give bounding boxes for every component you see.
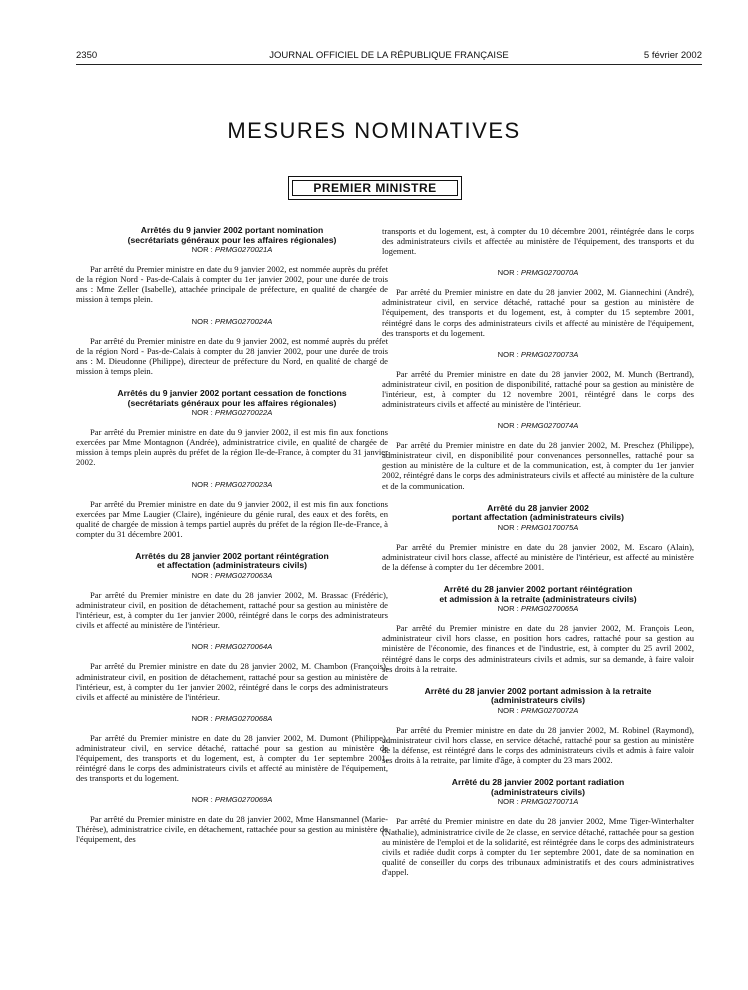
nor-label: NOR : <box>497 268 519 278</box>
main-title: MESURES NOMINATIVES <box>227 118 521 143</box>
nor-label: NOR : <box>191 245 213 255</box>
decree-paragraph: Par arrêté du Premier ministre en date du 28 janvier 2002, M. Escaro (Alain), administrateur civil hors classe, affecté au ministère de l'intérieur, est affecté au ministère de la défense à compter du 1er décembre 2001. <box>382 541 694 572</box>
nor-label: NOR : <box>497 797 519 807</box>
section-subtitle: (administrateurs civils) <box>490 695 586 706</box>
section-box <box>288 176 462 200</box>
section-subtitle: (secrétariats généraux pour les affaires régionales) <box>127 234 337 245</box>
section-title: Arrêté du 28 janvier 2002 portant réintégration <box>443 584 633 595</box>
section-title: Arrêté du 28 janvier 2002 <box>487 502 589 513</box>
section-subtitle: et affectation (administrateurs civils) <box>157 560 307 571</box>
nor-code: PRMG0270063A <box>214 571 273 581</box>
nor-code: PRMG0270021A <box>214 245 273 255</box>
running-header <box>76 50 702 64</box>
nor-reference <box>382 797 694 807</box>
section-title: Arrêtés du 9 janvier 2002 portant cessation de fonctions <box>117 387 347 398</box>
nor-reference <box>382 604 694 614</box>
nor-code: PRMG0270073A <box>520 349 579 359</box>
nor-code: PRMG0270070A <box>520 268 579 278</box>
nor-reference <box>76 245 388 255</box>
nor-label: NOR : <box>191 316 213 326</box>
section-subtitle: portant affectation (administrateurs civils) <box>452 512 624 523</box>
right-column <box>382 226 694 877</box>
section-subtitle: (secrétariats généraux pour les affaires régionales) <box>127 397 337 408</box>
page-number: 2350 <box>76 50 98 61</box>
nor-label: NOR : <box>497 705 519 715</box>
section-title: Arrêtés du 9 janvier 2002 portant nomination <box>140 225 324 235</box>
decree-paragraph: Par arrêté du Premier ministre en date du 28 janvier 2002, Mme Hansmannel (Marie-Thérèse), administratrice civile, en détachement, rattachée pour sa gestion au ministère de l'équipement, des <box>76 814 388 845</box>
nor-code: PRMG0270074A <box>520 421 579 431</box>
section-subtitle: et admission à la retraite (administrateurs civils) <box>439 593 637 604</box>
nor-label: NOR : <box>497 522 519 532</box>
decree-paragraph-continued: transports et du logement, est, à compter du 10 décembre 2001, réintégrée dans le corps des administrateurs civils et affectée au ministère de l'équipement, des transports et du logement. <box>382 226 694 257</box>
decree-paragraph: Par arrêté du Premier ministre en date du 28 janvier 2002, M. Munch (Bertrand), administrateur civil, en position de disponibilité, rattaché pour sa gestion au ministère de l'intérieur, est, à compter du 12 novembre 2001, réintégré dans le corps des administrateurs civils et affecté au ministère de l'intérieur. <box>382 368 694 410</box>
nor-label: NOR : <box>497 421 519 431</box>
nor-reference <box>382 523 694 533</box>
decree-paragraph: Par arrêté du Premier ministre en date du 9 janvier 2002, il est mis fin aux fonctions exercées par Mme Montagnon (Andrée), administratrice civile, en qualité de chargée de mission à temps plein auprès du préfet de la région Ile-de-France, à compter du 31 janvier 2002. <box>76 427 388 468</box>
section-title: Arrêté du 28 janvier 2002 portant radiation <box>451 777 625 788</box>
section-box-title: PREMIER MINISTRE <box>292 180 458 196</box>
left-column <box>76 226 388 845</box>
decree-paragraph: Par arrêté du Premier ministre en date du 28 janvier 2002, M. Dumont (Philippe), administrateur civil, en service détaché, rattaché pour sa gestion au ministère de l'équipement, des transports et du logement, est, à compter du 1er septembre 2001, réintégré dans le corps des administrateurs civils et affecté au ministère de l'équipement, des transports et du logement. <box>76 732 388 784</box>
nor-code: PRMG0270071A <box>520 797 579 807</box>
nor-label: NOR : <box>497 604 519 614</box>
decree-paragraph: Par arrêté du Premier ministre en date du 28 janvier 2002, M. Robinel (Raymond), administrateur civil hors classe, en service détaché, rattaché pour sa gestion au ministère de la défense, est réintégré dans le corps des administrateurs civils et admis à faire valoir ses droits à la retraite, par limite d'âge, à compter du 23 mars 2002. <box>382 724 694 766</box>
nor-code: PRMG0270064A <box>214 642 273 652</box>
nor-label: NOR : <box>191 408 213 418</box>
nor-reference <box>382 421 694 431</box>
nor-reference <box>382 268 694 278</box>
decree-paragraph: Par arrêté du Premier ministre en date du 28 janvier 2002, M. Brassac (Frédéric), administrateur civil, en position de détachement, rattaché pour sa gestion au ministère de l'intérieur, est, à compter du 1er janvier 2000, réintégré dans le corps des administrateurs civils et affecté au ministère de l'intérieur. <box>76 590 388 631</box>
nor-reference <box>76 480 388 490</box>
nor-reference <box>76 714 388 724</box>
nor-code: PRMG0270068A <box>214 713 273 723</box>
decree-paragraph: Par arrêté du Premier ministre en date du 28 janvier 2002, M. Preschez (Philippe), administrateur civil, en disponibilité pour convenances personnelles, rattaché pour sa gestion au ministère de la culture et de la communication, est, à compter du 1er janvier 2002, réintégré dans le corps des administrateurs civils et affecté au ministère de la culture et de la communication. <box>382 440 694 491</box>
nor-label: NOR : <box>191 642 213 652</box>
nor-reference <box>76 795 388 805</box>
nor-label: NOR : <box>191 795 213 805</box>
issue-date: 5 février 2002 <box>643 50 702 61</box>
journal-title: JOURNAL OFFICIEL DE LA RÉPUBLIQUE FRANÇAISE <box>269 50 509 61</box>
section-subtitle: (administrateurs civils) <box>490 786 586 797</box>
nor-reference <box>382 706 694 716</box>
section-title: Arrêtés du 28 janvier 2002 portant réintégration <box>135 550 329 561</box>
nor-code: PRMG0270065A <box>520 604 579 614</box>
nor-code: PRMG0270023A <box>214 479 273 489</box>
nor-reference <box>382 350 694 360</box>
decree-paragraph: Par arrêté du Premier ministre en date du 9 janvier 2002, est nommée auprès du préfet de la région Nord - Pas-de-Calais à compter du 1er janvier 2002, pour une durée de trois ans : Mme Zeller (Isabelle), attachée principale de préfecture, en qualité de chargée de mission à temps plein. <box>76 264 388 305</box>
nor-code: PRMG0270069A <box>214 795 273 805</box>
decree-paragraph: Par arrêté du Premier ministre en date du 28 janvier 2002, M. François Leon, administrateur civil hors classe, en position hors cadres, rattaché pour sa gestion au ministère de l'économie, des finances et de l'industrie, est, à compter du 25 avril 2002, réintégré dans le corps des administrateurs civils et admis, sur sa demande, à faire valoir ses droits à la retraite. <box>382 623 694 674</box>
nor-reference <box>76 642 388 652</box>
nor-reference <box>76 317 388 327</box>
decree-paragraph: Par arrêté du Premier ministre en date du 28 janvier 2002, M. Chambon (François), administrateur civil, en position de détachement, rattaché pour sa gestion au ministère de l'intérieur, est, à compter du 1er janvier 2002, réintégré dans le corps des administrateurs civils et affecté au ministère de l'intérieur. <box>76 661 388 702</box>
nor-code: PRMG0270072A <box>520 705 579 715</box>
nor-code: PRMG0170075A <box>520 522 579 532</box>
nor-label: NOR : <box>191 713 213 723</box>
nor-label: NOR : <box>191 571 213 581</box>
decree-paragraph: Par arrêté du Premier ministre en date du 9 janvier 2002, il est mis fin aux fonctions exercées par Mme Laugier (Claire), ingénieure du génie rural, des eaux et des forêts, en qualité de chargée de mission à temps partiel auprès du préfet de la région Ile-de-France, à compter du 31 décembre 2001. <box>76 498 388 539</box>
nor-reference <box>76 571 388 581</box>
header-rule <box>76 64 702 65</box>
nor-label: NOR : <box>497 349 519 359</box>
nor-code: PRMG0270024A <box>214 316 273 326</box>
nor-reference <box>76 408 388 418</box>
nor-code: PRMG0270022A <box>214 408 273 418</box>
nor-label: NOR : <box>191 479 213 489</box>
decree-paragraph: Par arrêté du Premier ministre en date du 28 janvier 2002, Mme Tiger-Winterhalter (Nathalie), administratrice civile de 2e classe, en service détaché, rattachée pour sa gestion au ministère de l'emploi et de la solidarité, est réintégrée dans le corps des administrateurs civils et radiée dudit corps à compter du 1er septembre 2001, date de sa nomination en qualité de conseiller du corps des tribunaux administratifs et des cours administratives d'appel. <box>382 816 694 877</box>
decree-paragraph: Par arrêté du Premier ministre en date du 28 janvier 2002, M. Giannechini (André), administrateur civil, en service détaché, rattaché pour sa gestion au ministère de l'équipement, des transports et du logement, est, à compter du 15 septembre 2001, réintégré dans le corps des administrateurs civils et affecté au ministère de l'équipement, des transports et du logement. <box>382 287 694 338</box>
decree-paragraph: Par arrêté du Premier ministre en date du 9 janvier 2002, est nommé auprès du préfet de la région Nord - Pas-de-Calais à compter du 28 janvier 2002, pour une durée de trois ans : M. Dieudonne (Philippe), directeur de préfecture du Nord, en qualité de chargé de mission à temps plein. <box>76 335 388 376</box>
section-title: Arrêté du 28 janvier 2002 portant admission à la retraite <box>424 685 652 696</box>
